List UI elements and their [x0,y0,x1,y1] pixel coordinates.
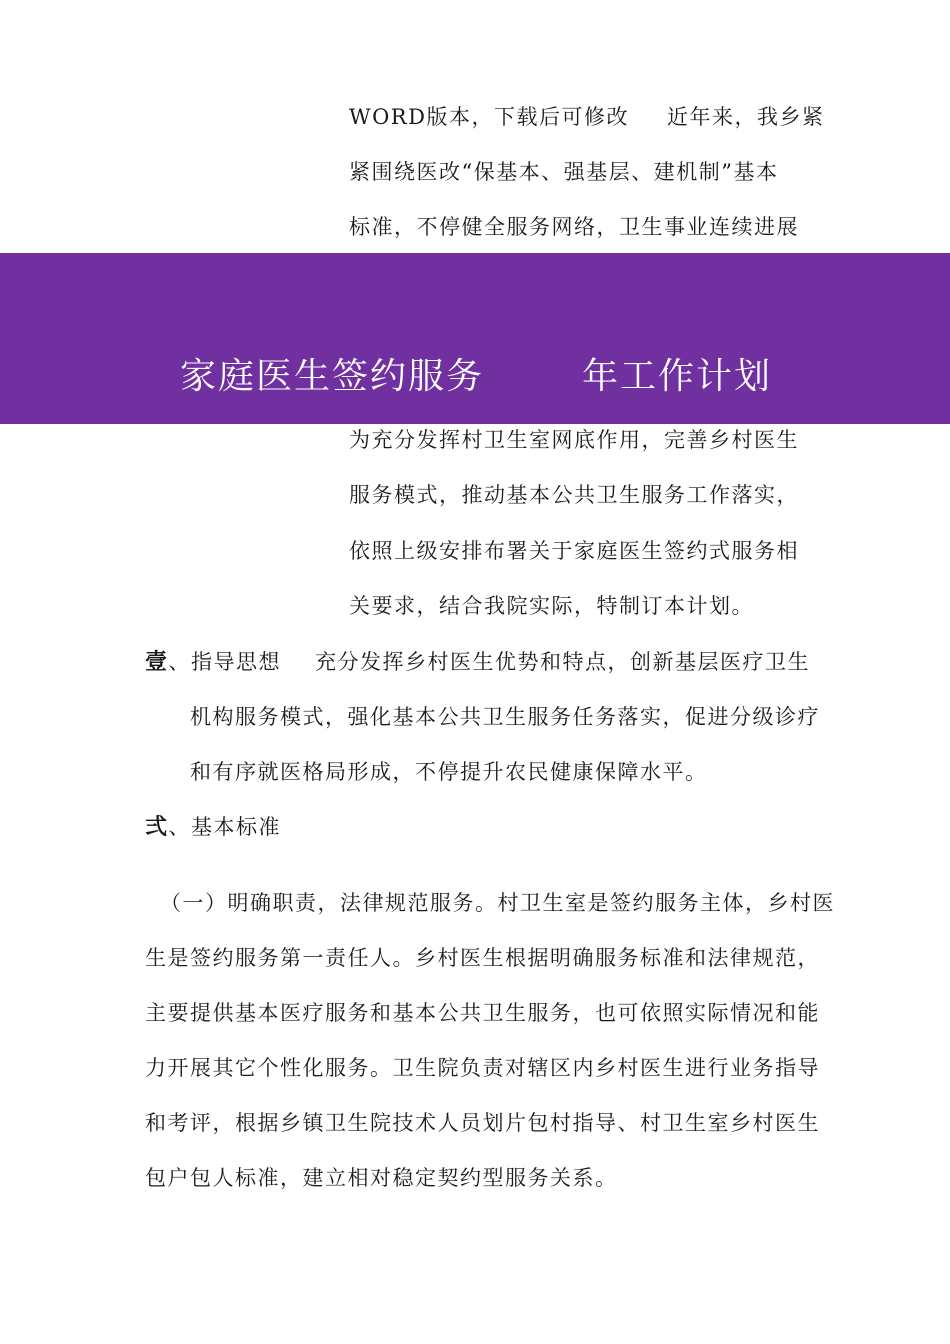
section-1-heading [145,647,810,678]
section-2-label: 、基本标准 [168,815,282,839]
intro-line-2: 紧围绕医改“保基本、强基层、建机制”基本 [349,160,779,184]
intro-line-3: 标准，不停健全服务网络，卫生事业连续进展 [349,215,799,239]
section-2-number: 弍 [145,815,169,840]
section-1-line-1: 充分发挥乡村医生优势和特点，创新基层医疗卫生 [315,650,811,674]
para-1-line-4: 力开展其它个性化服务。卫生院负责对辖区内乡村医生进行业务指导 [145,1056,820,1080]
intro-line-1-text: 近年来，我乡紧 [666,105,825,129]
intro-line-1 [349,102,824,132]
document-title-right: 年工作计划 [582,356,773,397]
para-1-line-3: 主要提供基本医疗服务和基本公共卫生服务，也可依照实际情况和能 [145,1001,820,1025]
intro2-line-3: 依照上级安排布署关于家庭医生签约式服务相 [349,539,799,563]
para-1-line-2: 生是签约服务第一责任人。乡村医生根据明确服务标准和法律规范， [145,946,820,970]
intro2-line-2: 服务模式，推动基本公共卫生服务工作落实， [349,483,799,507]
section-1-number: 壹 [145,650,169,675]
section-1-label: 、指导思想 [168,650,282,674]
version-note: WORD版本，下载后可修改 [349,105,629,129]
document-title-left: 家庭医生签约服务 [180,356,485,397]
para-1-line-6: 包户包人标准，建立相对稳定契约型服务关系。 [145,1166,618,1190]
intro2-line-4: 关要求，结合我院实际，特制订本计划。 [349,594,754,618]
para-1-line-1: （一）明确职责，法律规范服务。村卫生室是签约服务主体，乡村医 [160,891,835,915]
section-1-line-2: 机构服务模式，强化基本公共卫生服务任务落实，促进分级诊疗 [190,705,820,729]
section-2-heading [145,812,281,843]
para-1-line-5: 和考评，根据乡镇卫生院技术人员划片包村指导、村卫生室乡村医生 [145,1111,820,1135]
section-1-line-3: 和有序就医格局形成，不停提升农民健康保障水平。 [190,760,708,784]
intro2-line-1: 为充分发挥村卫生室网底作用，完善乡村医生 [349,428,799,452]
